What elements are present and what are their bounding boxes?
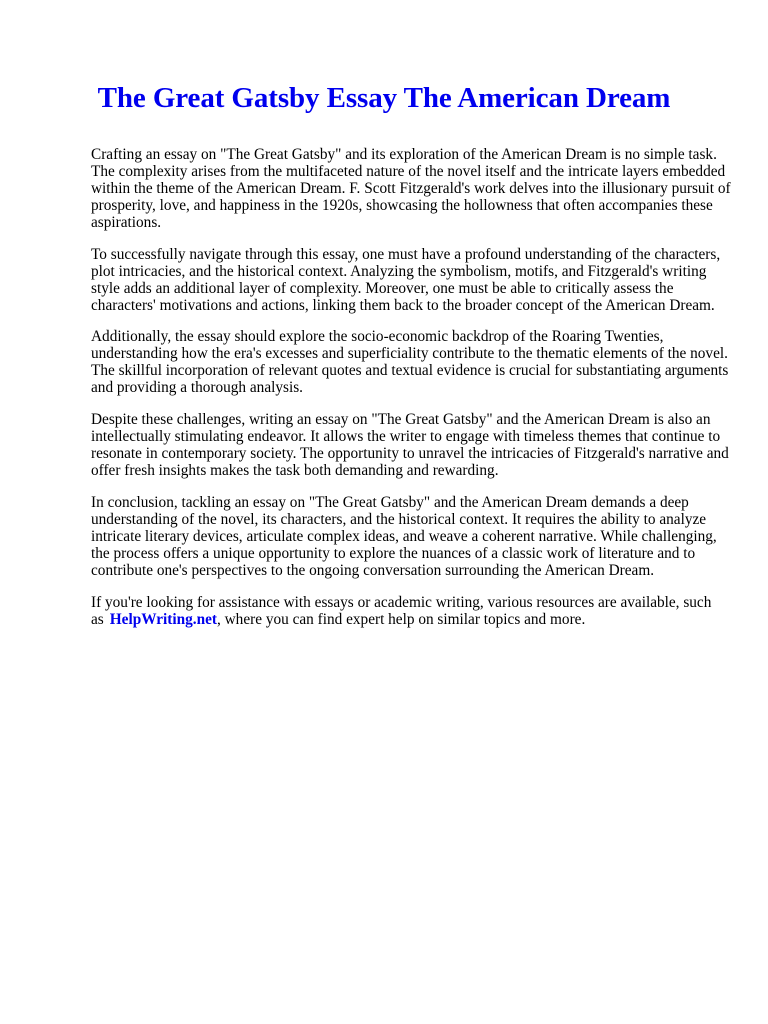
document-title: The Great Gatsby Essay The American Dream	[97, 82, 671, 114]
paragraph-5: In conclusion, tackling an essay on "The Great Gatsby" and the American Dream demands a deep understanding of the novel, its characters, and the historical context. It requires the ability to analyze intricate literary devices, articulate complex ideas, and weave a coherent narrative. While challenging, the process offers a unique opportunity to explore the nuances of a classic work of literature and to contribute one's perspectives to the ongoing conversation surrounding the American Dream.	[91, 494, 717, 579]
paragraph-3: Additionally, the essay should explore the socio-economic backdrop of the Roaring Twenties, understanding how the era's excesses and superficiality contribute to the thematic elements of the novel. The skillful incorporation of relevant quotes and textual evidence is crucial for substantiating arguments and providing a thorough analysis.	[91, 328, 729, 396]
closing-text-before-link: If you're looking for assistance with essays or academic writing, various resources are available, such as	[91, 594, 712, 628]
closing-paragraph	[91, 594, 731, 628]
closing-text-after-link: , where you can find expert help on similar topics and more.	[216, 611, 586, 628]
helpwriting-link[interactable]: HelpWriting.net	[109, 611, 217, 628]
paragraph-2: To successfully navigate through this essay, one must have a profound understanding of the characters, plot intricacies, and the historical context. Analyzing the symbolism, motifs, and Fitzgerald's writing style adds an additional layer of complexity. Moreover, one must be able to critically assess the characters' motivations and actions, linking them back to the broader concept of the American Dream.	[91, 246, 721, 314]
paragraph-4: Despite these challenges, writing an essay on "The Great Gatsby" and the American Dream is also an intellectually stimulating endeavor. It allows the writer to engage with timeless themes that continue to resonate in contemporary society. The opportunity to unravel the intricacies of Fitzgerald's narrative and offer fresh insights makes the task both demanding and rewarding.	[91, 411, 729, 479]
document-body	[91, 146, 731, 643]
paragraph-1: Crafting an essay on "The Great Gatsby" and its exploration of the American Dream is no simple task. The complexity arises from the multifaceted nature of the novel itself and the intricate layers embedded within the theme of the American Dream. F. Scott Fitzgerald's work delves into the illusionary pursuit of prosperity, love, and happiness in the 1920s, showcasing the hollowness that often accompanies these aspirations.	[91, 146, 731, 231]
